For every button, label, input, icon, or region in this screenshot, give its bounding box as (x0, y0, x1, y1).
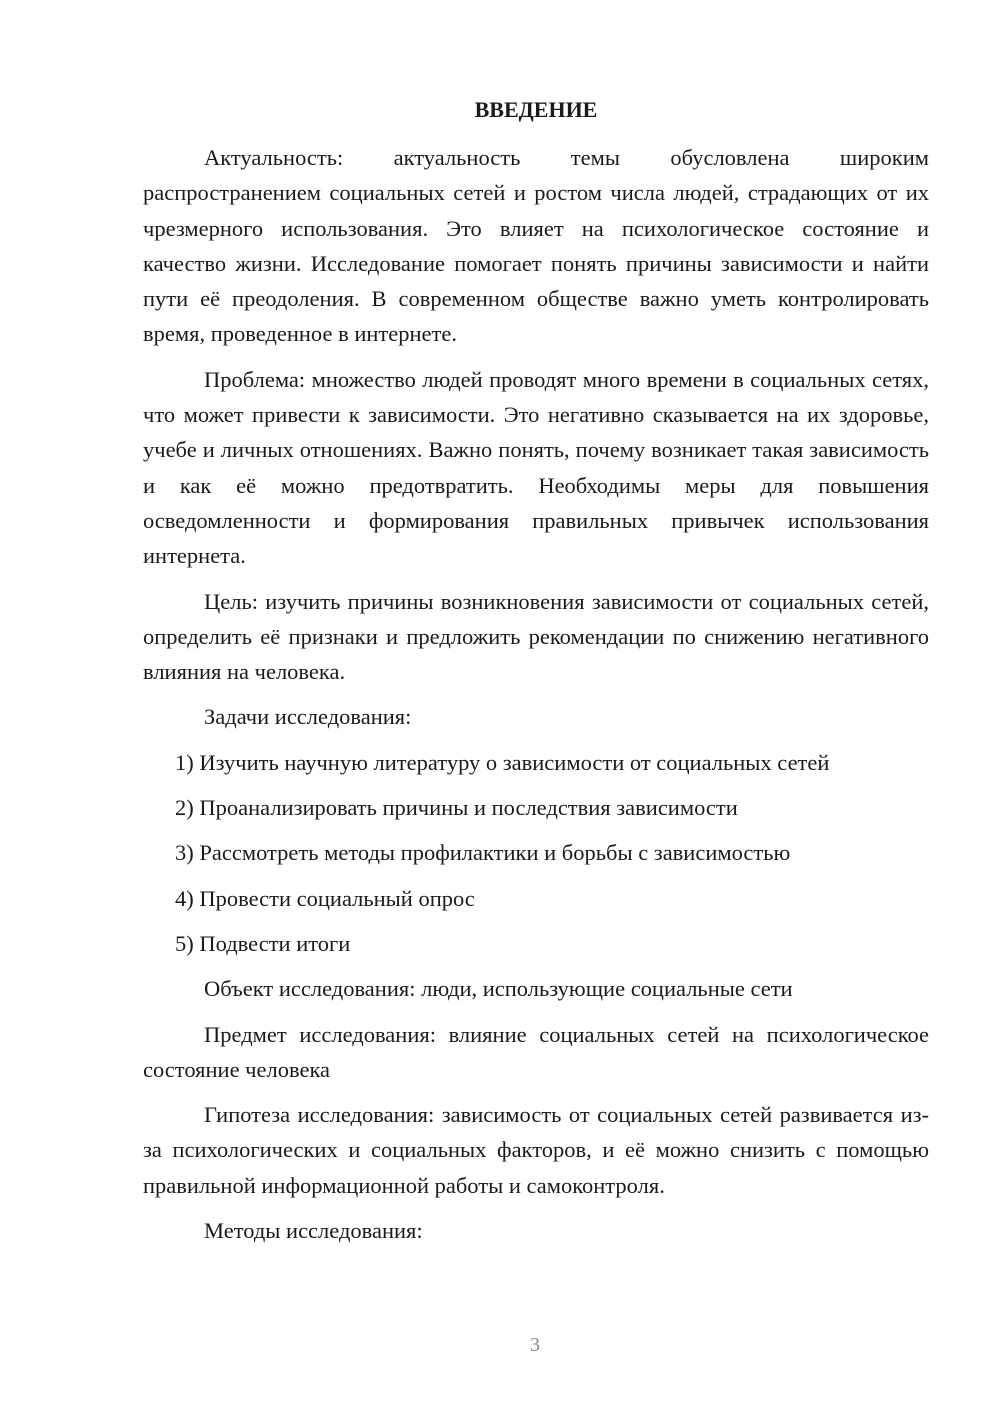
paragraph-subject: Предмет исследования: влияние социальных сетей на психологическое состояние человека (143, 1021, 929, 1082)
paragraph-methods: Методы исследования: (204, 1218, 423, 1244)
page-number: 3 (530, 1334, 540, 1356)
page-title: ВВЕДЕНИЕ (474, 97, 598, 122)
paragraph-hypothesis: Гипотеза исследования: зависимость от социальных сетей развивается из-за психологических и социальных факторов, и её можно снизить с помощью правильной информационной работы и самоконтроля. (143, 1102, 929, 1198)
tasks-heading: Задачи исследования: (204, 704, 412, 730)
paragraph-relevance: Актуальность: актуальность темы обусловлена широким распространением социальных сетей и ростом числа людей, страдающих от их чрезмерного использования. Это влияет на психологическое состояние и качество жизни. Исследование помогает понять причины зависимости и найти пути её преодоления. В современном обществе важно уметь контролировать время, проведенное в интернете. (143, 145, 929, 347)
document-page (143, 95, 929, 1258)
paragraph-goal: Цель: изучить причины возникновения зависимости от социальных сетей, определить её признаки и предложить рекомендации по снижению негативного влияния на человека. (143, 588, 929, 685)
list-item: 3) Рассмотреть методы профилактики и борьбы с зависимостью (175, 840, 791, 866)
list-item: 2) Проанализировать причины и последствия зависимости (175, 795, 738, 821)
list-item: 4) Провести социальный опрос (175, 885, 475, 911)
paragraph-problem: Проблема: множество людей проводят много времени в социальных сетях, что может привести к зависимости. Это негативно сказывается на их здоровье, учебе и личных отношениях. Важно понять, почему возникает такая зависимость и как её можно предотвратить. Необходимы меры для повышения осведомленности и формирования правильных привычек использования интернета. (143, 366, 929, 569)
tasks-list (143, 745, 929, 961)
list-item: 1) Изучить научную литературу о зависимости от социальных сетей (175, 749, 830, 775)
list-item: 5) Подвести итоги (175, 930, 351, 956)
paragraph-object: Объект исследования: люди, использующие социальные сети (204, 976, 793, 1002)
